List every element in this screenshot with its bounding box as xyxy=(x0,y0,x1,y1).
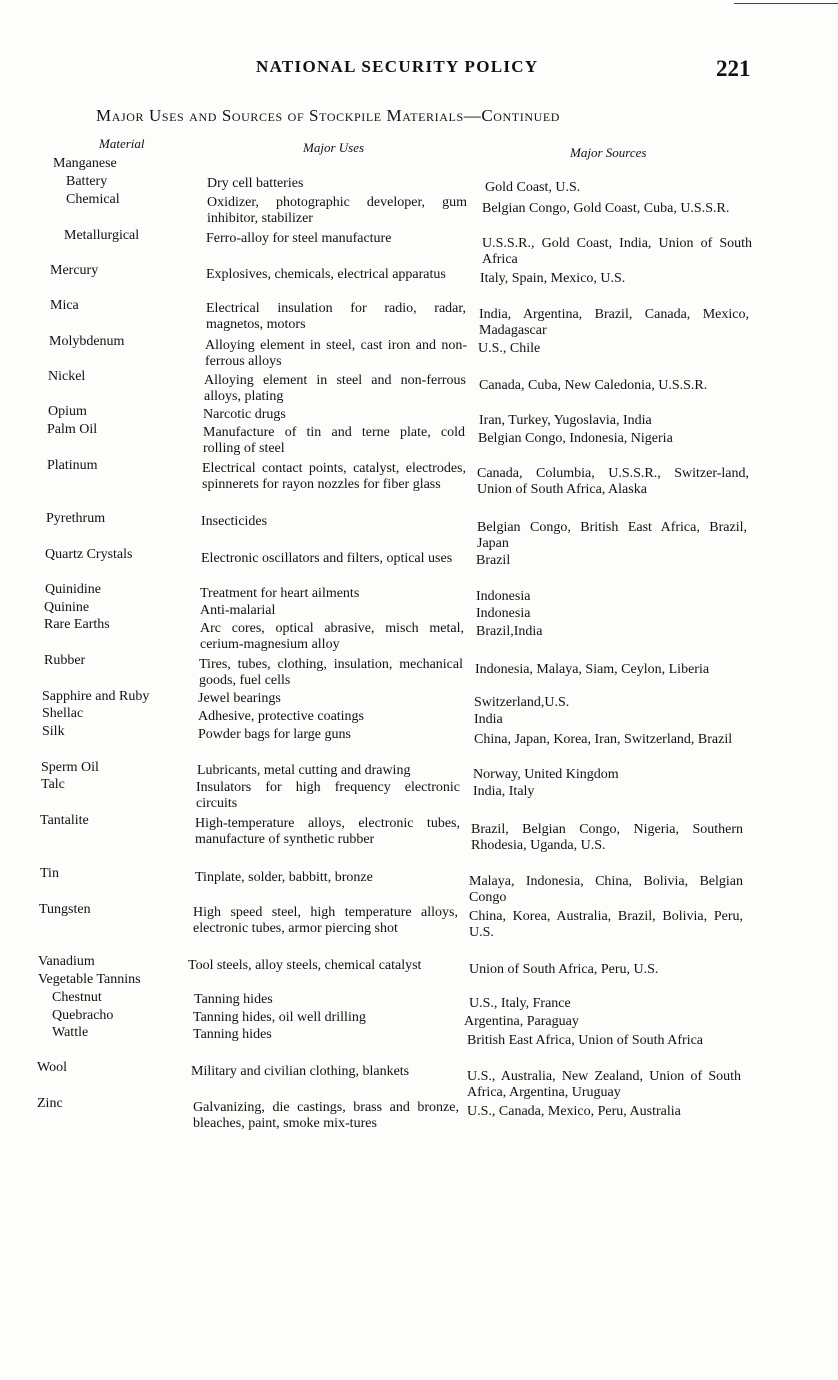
uses-cell: High speed steel, high temperature alloys, electronic tubes, armor piercing shot xyxy=(193,905,458,936)
material-cell: Rare Earths xyxy=(44,617,110,632)
sources-cell: British East Africa, Union of South Africa xyxy=(467,1033,704,1048)
material-cell: Silk xyxy=(42,724,65,739)
uses-cell: Tool steels, alloy steels, chemical catalyst xyxy=(188,958,422,973)
material-cell: Quinidine xyxy=(45,582,101,597)
sources-cell: Switzerland,U.S. xyxy=(474,695,570,710)
uses-cell: Military and civilian clothing, blankets xyxy=(191,1064,410,1079)
uses-cell: High-temperature alloys, electronic tubes, manufacture of synthetic rubber xyxy=(195,816,460,847)
uses-cell: Alloying element in steel, cast iron and non-ferrous alloys xyxy=(205,338,467,369)
sources-cell: China, Japan, Korea, Iran, Switzerland, Brazil xyxy=(474,732,733,747)
sources-cell: Brazil, Belgian Congo, Nigeria, Southern Rhodesia, Uganda, U.S. xyxy=(471,822,743,853)
uses-cell: Tinplate, solder, babbitt, bronze xyxy=(195,870,373,885)
sources-cell: U.S., Italy, France xyxy=(469,996,571,1011)
uses-cell: Tires, tubes, clothing, insulation, mechanical goods, fuel cells xyxy=(199,657,463,688)
uses-cell: Narcotic drugs xyxy=(203,407,286,422)
material-cell: Battery xyxy=(66,174,108,189)
uses-cell: Tanning hides xyxy=(193,1027,272,1042)
sources-cell: Belgian Congo, Indonesia, Nigeria xyxy=(478,431,673,446)
sources-cell: Belgian Congo, Gold Coast, Cuba, U.S.S.R. xyxy=(482,201,730,216)
uses-cell: Tanning hides, oil well drilling xyxy=(193,1010,366,1025)
sources-cell: Canada, Cuba, New Caledonia, U.S.S.R. xyxy=(479,378,708,393)
material-cell: Wool xyxy=(37,1060,67,1075)
sources-cell: U.S., Australia, New Zealand, Union of South Africa, Argentina, Uruguay xyxy=(467,1069,741,1100)
uses-cell: Oxidizer, photographic developer, gum inhibitor, stabilizer xyxy=(207,195,467,226)
uses-cell: Insecticides xyxy=(201,514,268,529)
sources-cell: Italy, Spain, Mexico, U.S. xyxy=(480,271,626,286)
material-cell: Rubber xyxy=(44,653,86,668)
sources-cell: India xyxy=(474,712,503,727)
material-cell: Palm Oil xyxy=(47,422,98,437)
uses-cell: Arc cores, optical abrasive, misch metal, cerium-magnesium alloy xyxy=(200,621,464,652)
sources-cell: Indonesia xyxy=(476,606,531,621)
uses-cell: Jewel bearings xyxy=(198,691,281,706)
material-cell: Mercury xyxy=(50,263,99,278)
material-cell: Vanadium xyxy=(38,954,95,969)
material-cell: Nickel xyxy=(48,369,86,384)
material-cell: Shellac xyxy=(42,706,84,721)
sources-column-header: Major Sources xyxy=(570,145,647,160)
sources-cell: Indonesia, Malaya, Siam, Ceylon, Liberia xyxy=(475,662,710,677)
sources-cell: Brazil,India xyxy=(476,624,543,639)
sources-cell: U.S., Chile xyxy=(478,341,541,356)
material-cell: Talc xyxy=(41,777,65,792)
material-cell: Tantalite xyxy=(40,813,89,828)
material-cell: Quebracho xyxy=(52,1008,114,1023)
sources-cell: Iran, Turkey, Yugoslavia, India xyxy=(479,413,652,428)
sources-cell: China, Korea, Australia, Brazil, Bolivia, Peru, U.S. xyxy=(469,909,743,940)
uses-cell: Insulators for high frequency electronic circuits xyxy=(196,780,460,811)
page-number: 221 xyxy=(716,56,751,81)
uses-cell: Electrical insulation for radio, radar, magnetos, motors xyxy=(206,301,466,332)
uses-cell: Ferro-alloy for steel manufacture xyxy=(206,231,392,246)
material-cell: Molybdenum xyxy=(49,334,125,349)
sources-cell: U.S.S.R., Gold Coast, India, Union of South Africa xyxy=(482,236,752,267)
material-cell: Mica xyxy=(50,298,79,313)
uses-cell: Dry cell batteries xyxy=(207,176,304,191)
sources-cell: India, Argentina, Brazil, Canada, Mexico, Madagascar xyxy=(479,307,749,338)
material-cell: Opium xyxy=(48,404,87,419)
uses-cell: Treatment for heart ailments xyxy=(200,586,360,601)
uses-cell: Galvanizing, die castings, brass and bronze, bleaches, paint, smoke mix-tures xyxy=(193,1100,459,1131)
sources-cell: Indonesia xyxy=(476,589,531,604)
material-cell: Quinine xyxy=(44,600,90,615)
uses-cell: Lubricants, metal cutting and drawing xyxy=(197,763,411,778)
material-cell: Quartz Crystals xyxy=(45,547,133,562)
material-cell: Pyrethrum xyxy=(46,511,106,526)
material-cell: Wattle xyxy=(52,1025,89,1040)
running-head: NATIONAL SECURITY POLICY xyxy=(256,57,539,76)
uses-cell: Manufacture of tin and terne plate, cold rolling of steel xyxy=(203,425,465,456)
sources-cell: Union of South Africa, Peru, U.S. xyxy=(469,962,659,977)
uses-cell: Alloying element in steel and non-ferrous alloys, plating xyxy=(204,373,466,404)
material-cell: Vegetable Tannins xyxy=(38,972,141,987)
uses-cell: Tanning hides xyxy=(194,992,273,1007)
uses-column-header: Major Uses xyxy=(303,140,365,155)
material-cell: Zinc xyxy=(37,1096,63,1111)
uses-cell: Powder bags for large guns xyxy=(198,727,351,742)
material-column-header: Material xyxy=(99,136,145,151)
material-cell: Tin xyxy=(40,866,59,881)
material-cell: Chestnut xyxy=(52,990,102,1005)
uses-cell: Explosives, chemicals, electrical apparatus xyxy=(206,267,446,282)
material-cell: Sperm Oil xyxy=(41,760,99,775)
uses-cell: Anti-malarial xyxy=(200,603,276,618)
top-rule xyxy=(734,3,838,4)
sources-cell: Brazil xyxy=(476,553,511,568)
material-cell: Manganese xyxy=(53,156,117,171)
material-cell: Chemical xyxy=(66,192,120,207)
sources-cell: U.S., Canada, Mexico, Peru, Australia xyxy=(467,1104,681,1119)
sources-cell: Canada, Columbia, U.S.S.R., Switzer-land, Union of South Africa, Alaska xyxy=(477,466,749,497)
table-title: Major Uses and Sources of Stockpile Materials—Continued xyxy=(96,106,561,125)
sources-cell: India, Italy xyxy=(473,784,535,799)
sources-cell: Norway, United Kingdom xyxy=(473,767,619,782)
uses-cell: Electronic oscillators and filters, optical uses xyxy=(201,551,453,566)
sources-cell: Belgian Congo, British East Africa, Brazil, Japan xyxy=(477,520,747,551)
sources-cell: Gold Coast, U.S. xyxy=(485,180,581,195)
material-cell: Tungsten xyxy=(39,902,91,917)
uses-cell: Electrical contact points, catalyst, electrodes, spinnerets for rayon nozzles for fiber glass xyxy=(202,461,466,492)
material-cell: Metallurgical xyxy=(64,228,140,243)
material-cell: Sapphire and Ruby xyxy=(42,689,150,704)
sources-cell: Argentina, Paraguay xyxy=(464,1014,579,1029)
sources-cell: Malaya, Indonesia, China, Bolivia, Belgian Congo xyxy=(469,874,743,905)
uses-cell: Adhesive, protective coatings xyxy=(198,709,365,724)
material-cell: Platinum xyxy=(47,458,98,473)
